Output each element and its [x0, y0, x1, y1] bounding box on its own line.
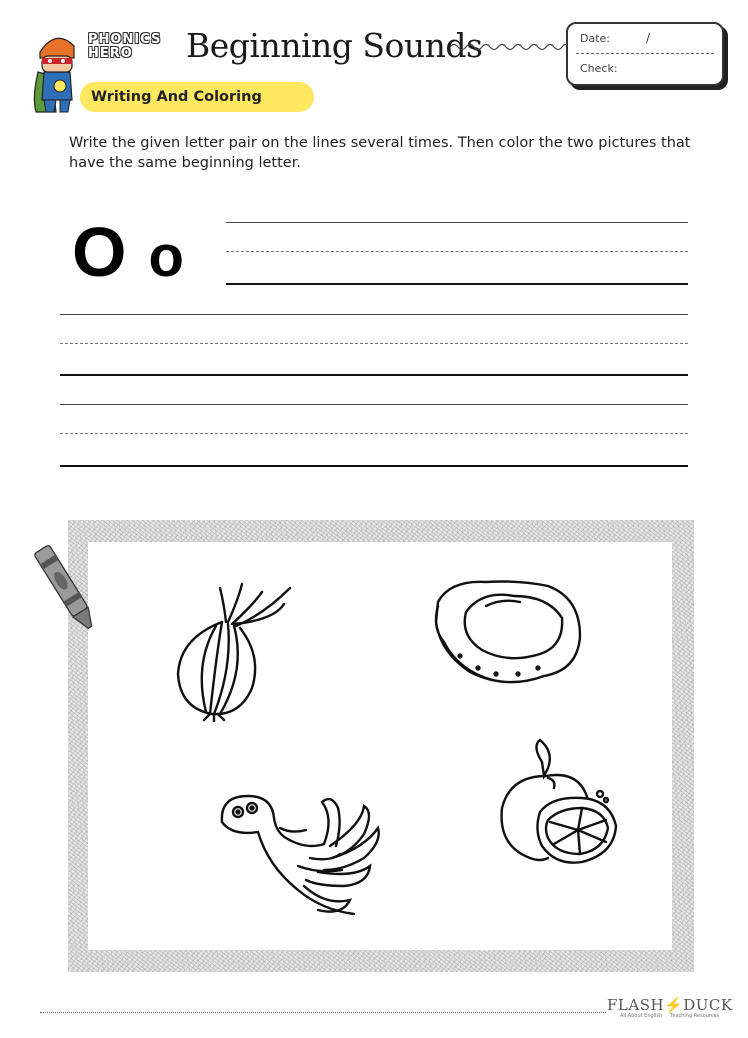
lowercase-letter: o [148, 224, 184, 289]
date-check-box [566, 22, 724, 86]
onion-icon[interactable] [170, 578, 300, 722]
brand-line1: PHONICS [88, 32, 162, 47]
footer-logo [607, 996, 733, 1014]
writing-base-line [60, 374, 688, 376]
wavy-divider-icon [450, 40, 568, 54]
letter-pair [72, 212, 184, 297]
footer-logo-flash: FLASH [607, 996, 665, 1014]
writing-top-line [60, 314, 688, 315]
writing-top-line [60, 404, 688, 405]
brand-line2: HERO [88, 46, 133, 61]
writing-base-line [60, 465, 688, 467]
footer-logo-duck: DUCK [683, 996, 733, 1014]
footer-tagline [620, 1013, 719, 1019]
date-divider [576, 53, 714, 54]
instructions-text: Write the given letter pair on the lines several times. Then color the two pictures that have the same beginning letter. [69, 135, 691, 171]
footer-tagline-left: All About English [620, 1013, 663, 1019]
crayon-icon [30, 536, 102, 638]
oyster-icon[interactable] [436, 582, 580, 683]
brand-logo [88, 33, 161, 61]
footer-divider [40, 1012, 606, 1013]
lightning-bolt-icon: ⚡ [664, 996, 684, 1014]
subtitle: Writing And Coloring [91, 89, 262, 105]
octopus-icon[interactable] [214, 788, 384, 920]
check-label: Check: [580, 62, 618, 75]
date-separator: / [646, 31, 651, 45]
date-label: Date: [580, 32, 610, 45]
footer-tagline-right: Teaching Resources [670, 1013, 720, 1019]
orange-icon[interactable] [496, 738, 626, 878]
page-title: Beginning Sounds [186, 26, 483, 65]
writing-base-line [226, 283, 688, 285]
phonics-hero-mascot-icon [30, 28, 84, 114]
writing-mid-line [60, 343, 688, 344]
uppercase-letter: O [72, 213, 127, 291]
writing-mid-line [60, 433, 688, 434]
writing-top-line [226, 222, 688, 223]
writing-mid-line [226, 251, 688, 252]
